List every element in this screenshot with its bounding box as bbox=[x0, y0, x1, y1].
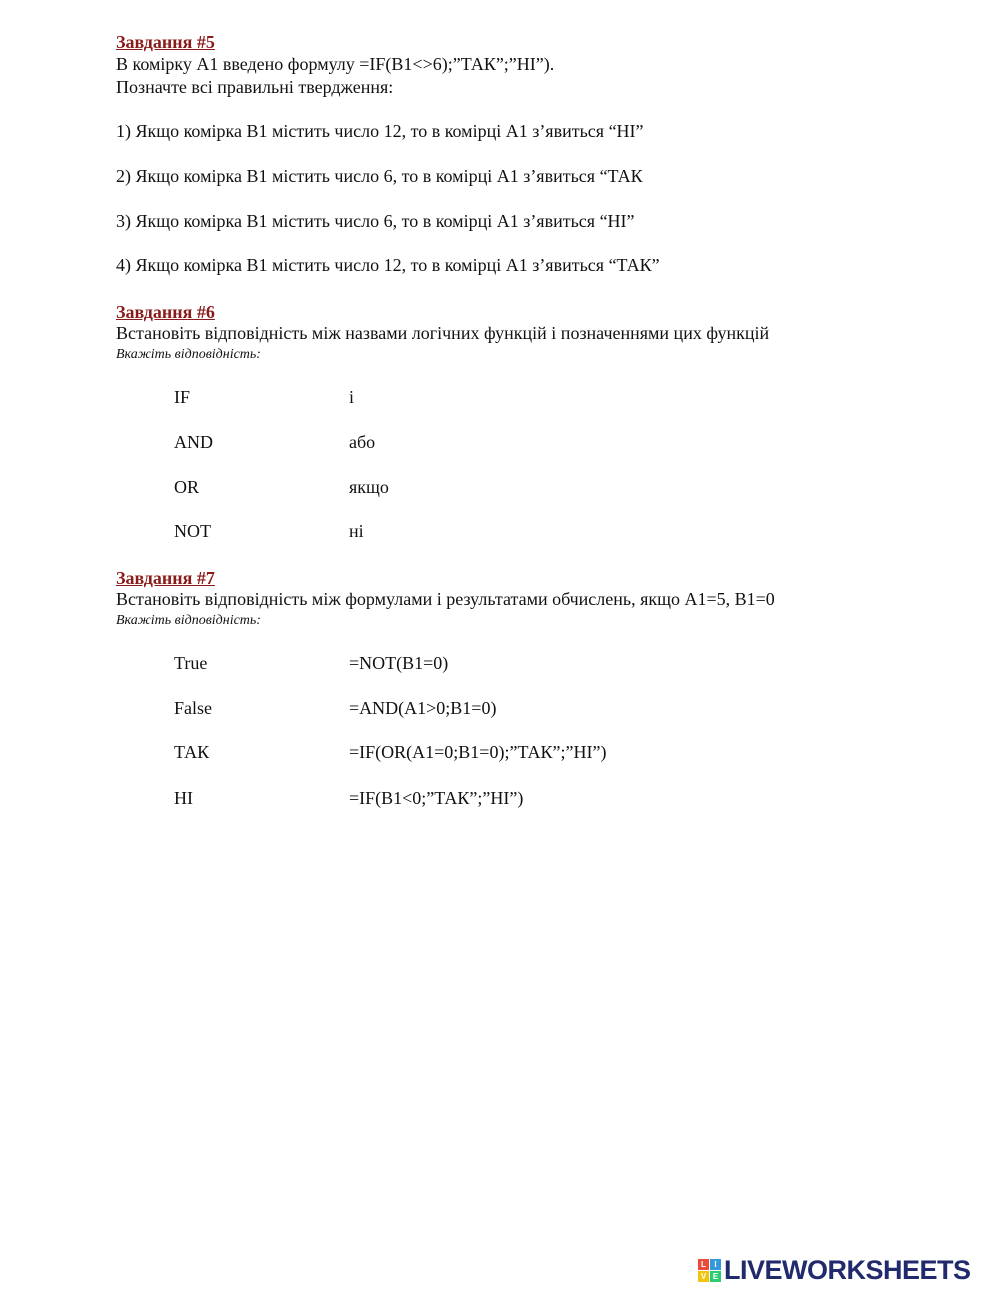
task7-left-item[interactable]: True bbox=[174, 653, 208, 673]
task7-note: Вкажіть відповідність: bbox=[116, 613, 261, 628]
task5-option-2[interactable]: 2) Якщо комірка В1 містить число 6, то в комірці А1 з’явиться “ТАК bbox=[116, 166, 643, 186]
task6-left-item[interactable]: NOT bbox=[174, 521, 211, 541]
task7-right-item[interactable]: =NOT(B1=0) bbox=[349, 653, 449, 673]
task7-right-item[interactable]: =IF(OR(A1=0;B1=0);”ТАК”;”НІ”) bbox=[349, 742, 607, 762]
logo-block-i: I bbox=[710, 1259, 721, 1270]
task6-heading: Завдання #6 bbox=[116, 302, 215, 322]
logo-block-e: E bbox=[710, 1271, 721, 1282]
task6-left-item[interactable]: IF bbox=[174, 387, 191, 407]
task6-right-item[interactable]: ні bbox=[349, 521, 364, 541]
task7-left-item[interactable]: False bbox=[174, 698, 212, 718]
task5-instruction: Позначте всі правильні твердження: bbox=[116, 77, 394, 97]
task7-right-item[interactable]: =IF(B1<0;”ТАК”;”НІ”) bbox=[349, 788, 524, 808]
logo-block-v: V bbox=[698, 1271, 709, 1282]
brand-text: LIVEWORKSHEETS bbox=[724, 1254, 971, 1285]
task7-left-item[interactable]: ТАК bbox=[174, 742, 210, 762]
task7-left-item[interactable]: НІ bbox=[174, 788, 193, 808]
task6-left-item[interactable]: OR bbox=[174, 477, 200, 497]
task5-option-4[interactable]: 4) Якщо комірка В1 містить число 12, то в комірці А1 з’явиться “ТАК” bbox=[116, 255, 660, 275]
logo-icon bbox=[698, 1259, 721, 1282]
task6-right-item[interactable]: і bbox=[349, 387, 355, 407]
liveworksheets-logo bbox=[698, 1253, 971, 1287]
task6-right-item[interactable]: або bbox=[349, 432, 376, 452]
task7-heading: Завдання #7 bbox=[116, 568, 215, 588]
task6-question-line: Встановіть відповідність між назвами логічних функцій і позначеннями цих функцій bbox=[116, 323, 770, 343]
logo-block-l: L bbox=[698, 1259, 709, 1270]
task7-right-item[interactable]: =AND(A1>0;B1=0) bbox=[349, 698, 497, 718]
task6-left-item[interactable]: AND bbox=[174, 432, 213, 452]
task5-question-line: В комірку А1 введено формулу =IF(B1<>6);”ТАК”;”НІ”). bbox=[116, 54, 555, 74]
task6-right-item[interactable]: якщо bbox=[349, 477, 389, 497]
task5-heading: Завдання #5 bbox=[116, 32, 215, 52]
task5-option-1[interactable]: 1) Якщо комірка В1 містить число 12, то в комірці А1 з’явиться “НІ” bbox=[116, 121, 644, 141]
task5-option-3[interactable]: 3) Якщо комірка В1 містить число 6, то в комірці А1 з’явиться “НІ” bbox=[116, 211, 635, 231]
task6-note: Вкажіть відповідність: bbox=[116, 347, 261, 362]
task7-question-line: Встановіть відповідність між формулами і результатами обчислень, якщо А1=5, В1=0 bbox=[116, 589, 775, 609]
